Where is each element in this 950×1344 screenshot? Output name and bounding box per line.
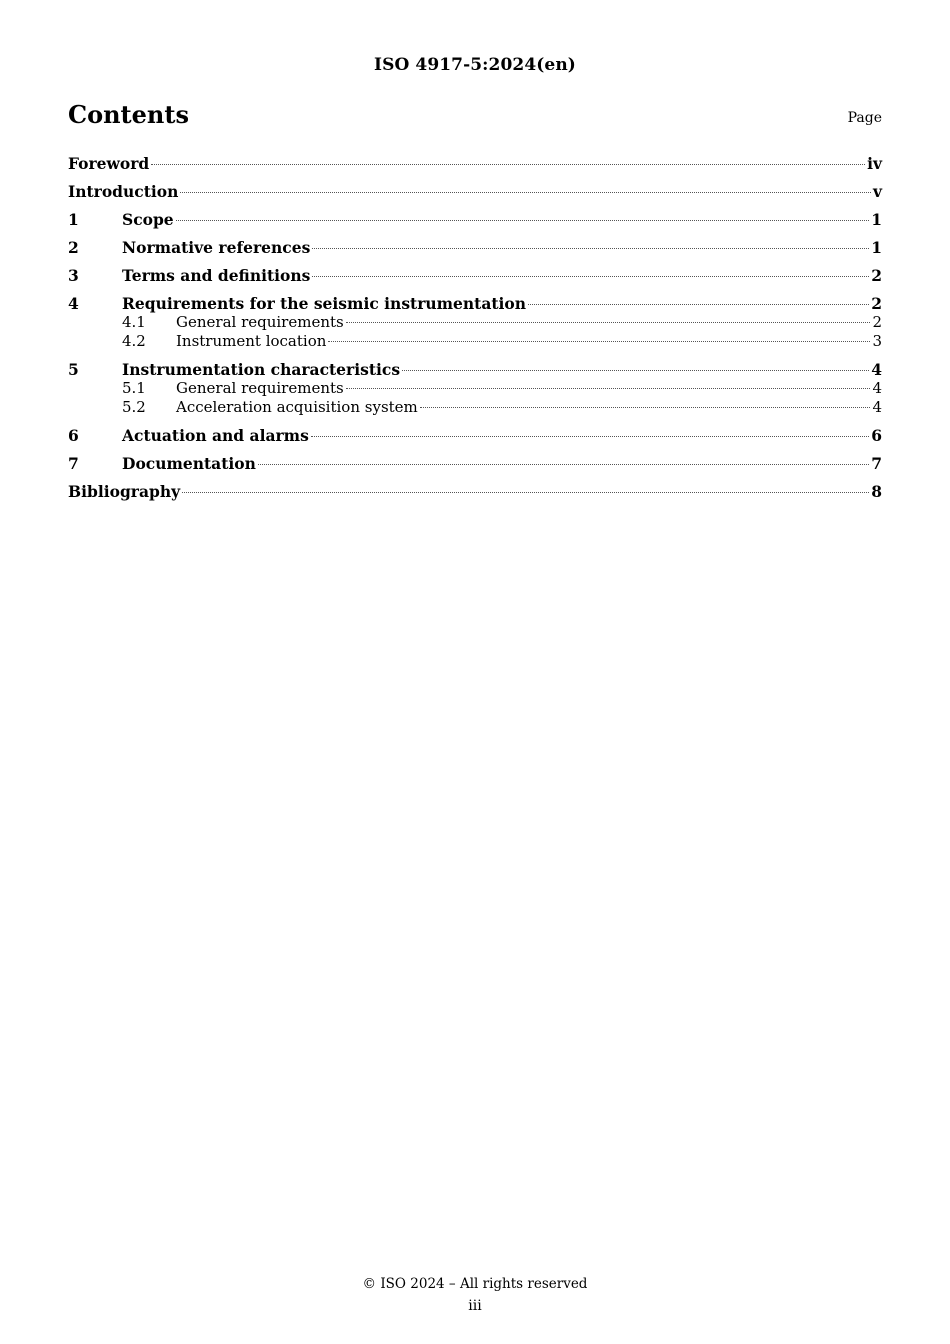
toc-entry[interactable] [68, 294, 882, 313]
toc-entry-number: 7 [68, 454, 79, 473]
toc-entry[interactable] [68, 482, 882, 501]
toc-dot-leader [182, 492, 869, 493]
contents-title: Contents [68, 100, 189, 129]
toc-entry-title: General requirements [176, 379, 344, 397]
toc-entry[interactable] [68, 379, 882, 398]
toc-entry[interactable] [68, 332, 882, 351]
page-column-label: Page [847, 110, 882, 126]
toc-entry-page: 3 [872, 332, 882, 350]
toc-entry-page: 2 [871, 294, 882, 313]
toc-entry-number: 6 [68, 426, 79, 445]
toc-entry[interactable] [68, 313, 882, 332]
toc-entry-title: Bibliography [68, 482, 181, 501]
toc-entry-page: 4 [872, 379, 882, 397]
toc-dot-leader [258, 464, 869, 465]
toc-entry-page: 7 [871, 454, 882, 473]
toc-entry[interactable] [68, 154, 882, 173]
toc-entry-title: Actuation and alarms [122, 426, 309, 445]
toc-entry-title: Scope [122, 210, 174, 229]
toc-dot-leader [311, 436, 869, 437]
toc-entry[interactable] [68, 210, 882, 229]
toc-entry-number: 5.2 [122, 398, 146, 416]
toc-dot-leader [346, 322, 871, 323]
toc-entry[interactable] [68, 266, 882, 285]
toc-dot-leader [151, 164, 865, 165]
toc-dot-leader [402, 370, 869, 371]
toc-entry-page: 4 [872, 398, 882, 416]
toc-entry-number: 4.1 [122, 313, 146, 331]
toc-entry-title: Introduction [68, 182, 179, 201]
toc-entry-title: General requirements [176, 313, 344, 331]
toc-dot-leader [176, 220, 870, 221]
toc-entry-title: Documentation [122, 454, 256, 473]
toc-dot-leader [346, 388, 871, 389]
document-header: ISO 4917-5:2024(en) [374, 55, 576, 75]
toc-entry-number: 2 [68, 238, 79, 257]
table-of-contents [68, 154, 882, 501]
toc-entry-page: 8 [871, 482, 882, 501]
toc-entry-number: 4.2 [122, 332, 146, 350]
toc-entry-page: 4 [871, 360, 882, 379]
toc-entry-title: Acceleration acquisition system [176, 398, 418, 416]
toc-entry-number: 5 [68, 360, 79, 379]
toc-dot-leader [312, 276, 869, 277]
toc-dot-leader [328, 341, 870, 342]
toc-entry-title: Normative references [122, 238, 311, 257]
footer-copyright: © ISO 2024 – All rights reserved [362, 1276, 588, 1292]
toc-dot-leader [420, 407, 871, 408]
toc-entry[interactable] [68, 398, 882, 417]
toc-entry-number: 1 [68, 210, 79, 229]
toc-entry-page: 1 [871, 238, 882, 257]
toc-dot-leader [312, 248, 869, 249]
toc-entry[interactable] [68, 360, 882, 379]
toc-entry-number: 3 [68, 266, 79, 285]
toc-entry-page: 2 [871, 266, 882, 285]
toc-entry-page: v [872, 182, 882, 201]
toc-entry[interactable] [68, 182, 882, 201]
toc-dot-leader [180, 192, 871, 193]
toc-entry-number: 4 [68, 294, 79, 313]
toc-entry-title: Requirements for the seismic instrumentation [122, 294, 527, 313]
toc-entry[interactable] [68, 426, 882, 445]
toc-dot-leader [528, 304, 869, 305]
toc-entry-title: Terms and definitions [122, 266, 311, 285]
toc-entry-page: iv [867, 154, 882, 173]
toc-entry-title: Foreword [68, 154, 150, 173]
toc-entry[interactable] [68, 454, 882, 473]
toc-entry-page: 2 [872, 313, 882, 331]
toc-entry-title: Instrumentation characteristics [122, 360, 401, 379]
toc-entry[interactable] [68, 238, 882, 257]
footer-page-number: iii [468, 1298, 482, 1314]
toc-entry-page: 1 [871, 210, 882, 229]
toc-entry-page: 6 [871, 426, 882, 445]
toc-entry-title: Instrument location [176, 332, 327, 350]
toc-entry-number: 5.1 [122, 379, 146, 397]
